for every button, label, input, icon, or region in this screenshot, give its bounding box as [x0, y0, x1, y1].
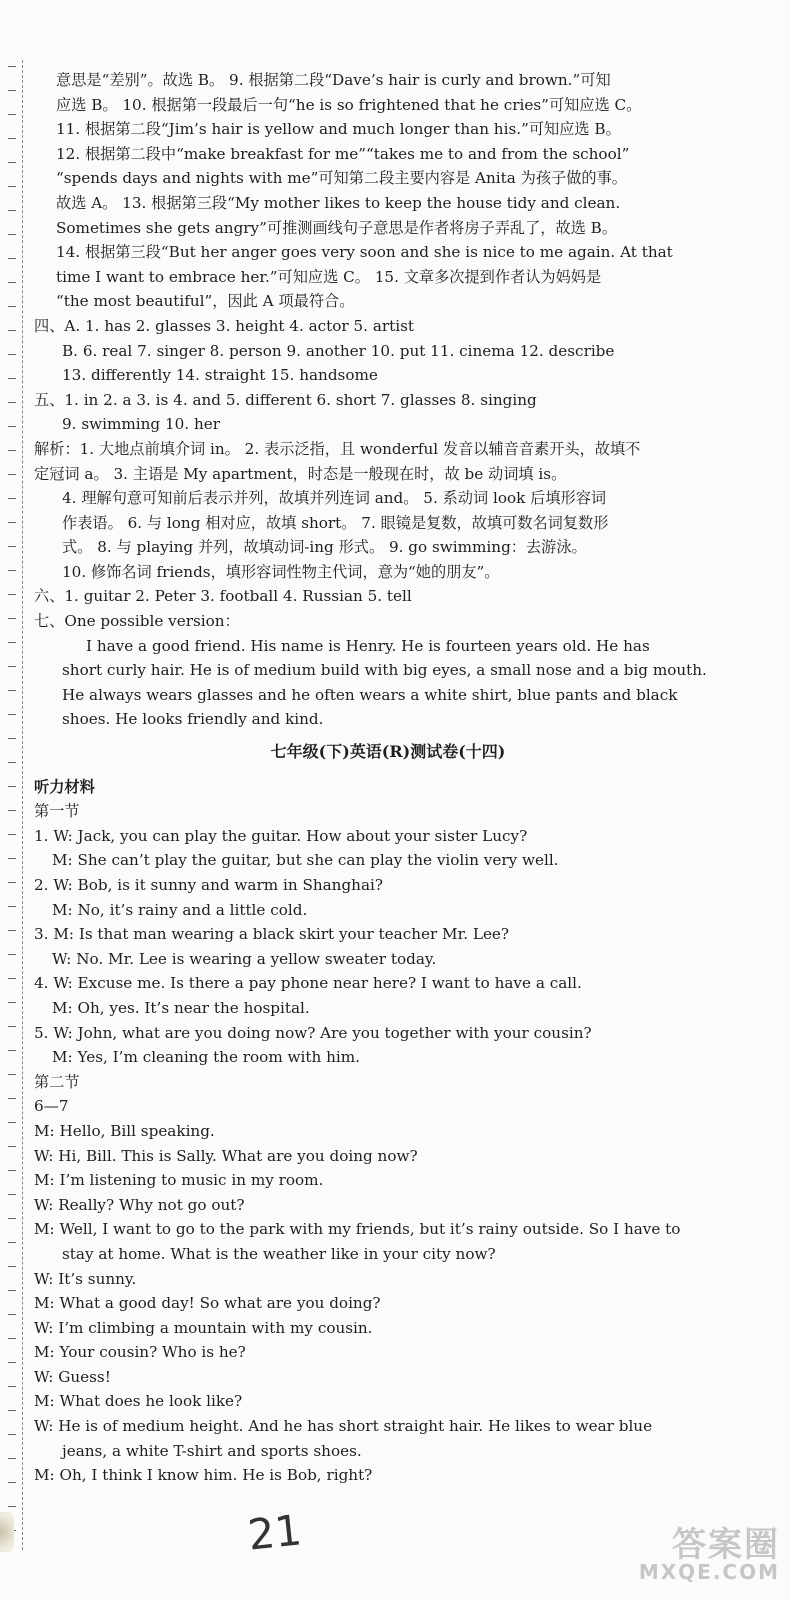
- binding-tick: [8, 1050, 16, 1051]
- text-line: M: I’m listening to music in my room.: [34, 1171, 324, 1190]
- binding-tick: [8, 378, 16, 379]
- text-line: 意思是“差别”。故选 B。 9. 根据第二段“Dave’s hair is curly and brown.”可知: [56, 71, 611, 89]
- binding-tick: [8, 306, 16, 307]
- binding-tick: [8, 450, 16, 451]
- binding-tick: [8, 1314, 16, 1315]
- binding-tick: [8, 1026, 16, 1027]
- text-line: M: Yes, I’m cleaning the room with him.: [52, 1048, 360, 1067]
- text-line: shoes. He looks friendly and kind.: [62, 710, 324, 729]
- binding-tick: [8, 114, 16, 115]
- binding-tick: [8, 930, 16, 931]
- text-line: M: Well, I want to go to the park with my friends, but it’s rainy outside. So I have to: [34, 1220, 681, 1239]
- text-line: I have a good friend. His name is Henry. He is fourteen years old. He has: [86, 636, 650, 655]
- text-line: 10. 修饰名词 friends，填形容词性物主代词，意为“她的朋友”。: [62, 562, 500, 581]
- binding-tick: [8, 810, 16, 811]
- binding-tick: [8, 546, 16, 547]
- binding-tick: [8, 258, 16, 259]
- watermark-logo: [639, 1517, 780, 1584]
- text-line: 应选 B。 10. 根据第一段最后一句“he is so frightened that he cries”可知应选 C。: [56, 95, 642, 114]
- text-line: W: I’m climbing a mountain with my cousin.: [34, 1318, 373, 1337]
- binding-tick: [8, 474, 16, 475]
- text-line: 七、One possible version：: [34, 612, 240, 631]
- binding-tick: [8, 1194, 16, 1195]
- binding-tick: [8, 234, 16, 235]
- text-line: “spends days and nights with me”可知第二段主要内容是 Anita 为孩子做的事。: [56, 169, 627, 188]
- binding-tick: [8, 834, 16, 835]
- handwritten-page-number: 21: [245, 1505, 304, 1560]
- binding-tick: [8, 978, 16, 979]
- binding-margin: [0, 60, 23, 1550]
- text-line: 2. W: Bob, is it sunny and warm in Shanghai?: [34, 876, 384, 894]
- binding-tick: [8, 90, 16, 91]
- text-line: 解析：1. 大地点前填介词 in。 2. 表示泛指，且 wonderful 发音以辅音音素开头，故填不: [34, 439, 641, 458]
- binding-tick: [8, 1074, 16, 1075]
- binding-tick: [8, 1290, 16, 1291]
- text-line: 作表语。 6. 与 long 相对应，故填 short。 7. 眼镜是复数，故填可数名词复数形: [62, 513, 609, 532]
- binding-tick: [8, 786, 16, 787]
- binding-tick: [8, 594, 16, 595]
- text-line: stay at home. What is the weather like in your city now?: [62, 1244, 496, 1263]
- text-line: M: No, it’s rainy and a little cold.: [52, 900, 308, 919]
- binding-tick: [8, 354, 16, 355]
- binding-tick: [8, 426, 16, 427]
- text-line: W: No. Mr. Lee is wearing a yellow sweater today.: [52, 949, 437, 968]
- text-line: 定冠词 a。 3. 主语是 My apartment，时态是一般现在时，故 be 动词填 is。: [34, 464, 567, 483]
- binding-tick: [8, 162, 16, 163]
- binding-tick: [8, 1362, 16, 1363]
- text-line: 11. 根据第二段“Jim’s hair is yellow and much longer than his.”可知应选 B。: [56, 120, 621, 139]
- text-line: jeans, a white T-shirt and sports shoes.: [62, 1441, 362, 1460]
- binding-tick: [8, 1122, 16, 1123]
- binding-tick: [8, 1434, 16, 1435]
- binding-tick: [8, 906, 16, 907]
- text-line: W: He is of medium height. And he has short straight hair. He likes to wear blue: [34, 1417, 653, 1436]
- binding-tick: [8, 1338, 16, 1339]
- text-line: 听力材料: [34, 777, 95, 796]
- binding-tick: [8, 282, 16, 283]
- text-line: W: Guess!: [34, 1367, 111, 1386]
- binding-tick: [8, 858, 16, 859]
- binding-tick: [8, 1410, 16, 1411]
- binding-tick: [8, 714, 16, 715]
- text-line: 12. 根据第二段中“make breakfast for me”“takes me to and from the school”: [56, 144, 630, 163]
- binding-tick: [8, 186, 16, 187]
- binding-tick: [8, 138, 16, 139]
- binding-tick: [8, 498, 16, 499]
- text-line: Sometimes she gets angry”可推测画线句子意思是作者将房子弄乱了，故选 B。: [56, 218, 618, 237]
- binding-tick: [8, 522, 16, 523]
- text-line: 4. 理解句意可知前后表示并列，故填并列连词 and。 5. 系动词 look 后填形容词: [62, 489, 607, 508]
- binding-tick: [8, 954, 16, 955]
- text-line: 六、1. guitar 2. Peter 3. football 4. Russian 5. tell: [34, 587, 412, 606]
- text-line: 13. differently 14. straight 15. handsome: [62, 366, 378, 385]
- text-line: 式。 8. 与 playing 并列，故填动词-ing 形式。 9. go swimming：去游泳。: [62, 538, 587, 557]
- text-line: 第二节: [34, 1072, 80, 1091]
- binding-tick: [8, 762, 16, 763]
- text-line: time I want to embrace her.”可知应选 C。 15. 文章多次提到作者认为妈妈是: [56, 267, 602, 286]
- watermark-cn: 答案圈: [672, 1525, 780, 1565]
- binding-tick: [8, 666, 16, 667]
- page-corner-shadow: [0, 1512, 14, 1552]
- watermark-en: MXQE.COM: [638, 1560, 780, 1584]
- text-line: He always wears glasses and he often wears a white shirt, blue pants and black: [62, 685, 678, 704]
- binding-tick: [8, 642, 16, 643]
- text-line: M: Oh, yes. It’s near the hospital.: [52, 998, 310, 1017]
- binding-tick: [8, 1098, 16, 1099]
- binding-tick: [8, 1242, 16, 1243]
- text-line: 故选 A。 13. 根据第三段“My mother likes to keep the house tidy and clean.: [56, 193, 621, 212]
- text-line: short curly hair. He is of medium build with big eyes, a small nose and a big mouth.: [62, 661, 707, 680]
- binding-tick: [8, 1386, 16, 1387]
- text-line: 9. swimming 10. her: [62, 415, 220, 434]
- text-line: M: She can’t play the guitar, but she can play the violin very well.: [52, 851, 559, 870]
- answer-explanations: [34, 68, 742, 732]
- text-line: M: Your cousin? Who is he?: [34, 1343, 246, 1362]
- binding-tick: [8, 1266, 16, 1267]
- text-line: 五、1. in 2. a 3. is 4. and 5. different 6. short 7. glasses 8. singing: [34, 390, 537, 409]
- text-line: “the most beautiful”，因此 A 项最符合。: [56, 292, 355, 311]
- binding-tick: [8, 738, 16, 739]
- text-line: 4. W: Excuse me. Is there a pay phone near here? I want to have a call.: [34, 974, 582, 993]
- binding-tick: [8, 210, 16, 211]
- text-line: M: What a good day! So what are you doing?: [34, 1294, 381, 1313]
- binding-tick: [8, 1458, 16, 1459]
- section-title: 七年级(下)英语(R)测试卷(十四): [270, 742, 506, 762]
- binding-tick: [8, 1170, 16, 1171]
- text-line: 5. W: John, what are you doing now? Are you together with your cousin?: [34, 1023, 592, 1042]
- text-line: 6—7: [34, 1097, 69, 1116]
- binding-tick: [8, 1482, 16, 1483]
- binding-tick: [8, 882, 16, 883]
- text-line: W: Really? Why not go out?: [34, 1195, 245, 1214]
- binding-tick: [8, 330, 16, 331]
- binding-tick: [8, 690, 16, 691]
- text-line: 1. W: Jack, you can play the guitar. How about your sister Lucy?: [34, 826, 528, 845]
- binding-tick: [8, 1218, 16, 1219]
- text-line: 3. M: Is that man wearing a black skirt your teacher Mr. Lee?: [34, 925, 510, 944]
- binding-tick: [8, 402, 16, 403]
- text-line: M: Oh, I think I know him. He is Bob, right?: [34, 1466, 373, 1485]
- listening-transcript: [34, 775, 742, 1488]
- text-line: B. 6. real 7. singer 8. person 9. another 10. put 11. cinema 12. describe: [62, 341, 615, 360]
- binding-tick: [8, 618, 16, 619]
- answer-page: [34, 68, 742, 1488]
- text-line: M: Hello, Bill speaking.: [34, 1121, 215, 1140]
- binding-tick: [8, 1506, 16, 1507]
- binding-tick: [8, 1146, 16, 1147]
- text-line: W: Hi, Bill. This is Sally. What are you doing now?: [34, 1146, 418, 1165]
- text-line: 第一节: [34, 802, 80, 821]
- text-line: W: It’s sunny.: [34, 1269, 137, 1288]
- binding-tick: [8, 66, 16, 67]
- text-line: M: What does he look like?: [34, 1392, 243, 1411]
- text-line: 四、A. 1. has 2. glasses 3. height 4. actor 5. artist: [34, 316, 415, 335]
- binding-tick: [8, 570, 16, 571]
- text-line: 14. 根据第三段“But her anger goes very soon and she is nice to me again. At that: [56, 243, 673, 262]
- binding-tick: [8, 1002, 16, 1003]
